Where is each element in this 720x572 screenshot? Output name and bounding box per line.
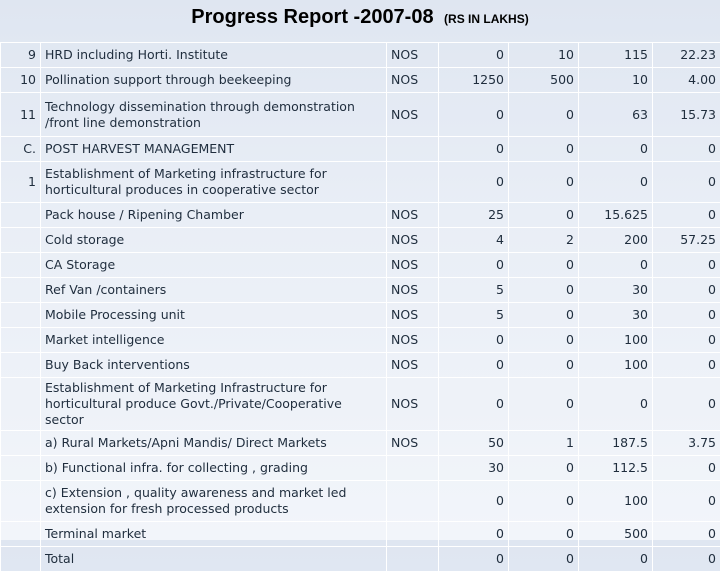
value-col2: 0 xyxy=(509,303,579,328)
value-col2: 0 xyxy=(509,353,579,378)
value-col1: 0 xyxy=(439,253,509,278)
value-col1: 0 xyxy=(439,522,509,547)
table-row xyxy=(1,203,720,228)
progress-table xyxy=(0,42,720,572)
row-number xyxy=(1,431,41,456)
table-row xyxy=(1,253,720,278)
value-col3: 0 xyxy=(579,253,653,278)
table-row xyxy=(1,93,720,137)
row-number xyxy=(1,253,41,278)
value-col4: 0 xyxy=(653,137,720,162)
value-col4: 0 xyxy=(653,203,720,228)
table-row xyxy=(1,228,720,253)
value-col2: 0 xyxy=(509,278,579,303)
value-col2: 10 xyxy=(509,43,579,68)
value-col3: 30 xyxy=(579,278,653,303)
value-col4: 0 xyxy=(653,547,720,572)
row-unit xyxy=(387,522,439,547)
row-number: 1 xyxy=(1,162,41,203)
row-unit xyxy=(387,481,439,522)
value-col1: 0 xyxy=(439,93,509,137)
value-col4: 0 xyxy=(653,481,720,522)
value-col4: 22.23 xyxy=(653,43,720,68)
table-row xyxy=(1,431,720,456)
value-col3: 115 xyxy=(579,43,653,68)
table-body xyxy=(1,43,720,572)
value-col2: 0 xyxy=(509,137,579,162)
value-col1: 30 xyxy=(439,456,509,481)
value-col1: 25 xyxy=(439,203,509,228)
row-description: b) Functional infra. for collecting , grading xyxy=(41,456,387,481)
row-number xyxy=(1,481,41,522)
value-col2: 0 xyxy=(509,522,579,547)
row-unit xyxy=(387,547,439,572)
value-col3: 0 xyxy=(579,547,653,572)
value-col1: 0 xyxy=(439,481,509,522)
row-unit: NOS xyxy=(387,253,439,278)
row-description: c) Extension , quality awareness and market led extension for fresh processed products xyxy=(41,481,387,522)
value-col4: 0 xyxy=(653,522,720,547)
row-number xyxy=(1,203,41,228)
row-description: Buy Back interventions xyxy=(41,353,387,378)
value-col4: 15.73 xyxy=(653,93,720,137)
row-description: Ref Van /containers xyxy=(41,278,387,303)
row-unit: NOS xyxy=(387,328,439,353)
row-unit xyxy=(387,137,439,162)
row-description: Total xyxy=(41,547,387,572)
table-row xyxy=(1,278,720,303)
row-unit: NOS xyxy=(387,43,439,68)
row-number: 11 xyxy=(1,93,41,137)
row-number xyxy=(1,456,41,481)
value-col3: 63 xyxy=(579,93,653,137)
value-col2: 0 xyxy=(509,547,579,572)
value-col1: 0 xyxy=(439,137,509,162)
value-col3: 100 xyxy=(579,328,653,353)
row-unit: NOS xyxy=(387,278,439,303)
row-unit xyxy=(387,162,439,203)
value-col1: 0 xyxy=(439,162,509,203)
row-unit: NOS xyxy=(387,203,439,228)
row-unit: NOS xyxy=(387,431,439,456)
row-number: C. xyxy=(1,137,41,162)
value-col3: 187.5 xyxy=(579,431,653,456)
row-description: Terminal market xyxy=(41,522,387,547)
value-col4: 4.00 xyxy=(653,68,720,93)
value-col1: 0 xyxy=(439,378,509,431)
value-col2: 0 xyxy=(509,93,579,137)
table-row xyxy=(1,137,720,162)
row-number xyxy=(1,278,41,303)
table-row xyxy=(1,456,720,481)
table-row xyxy=(1,378,720,431)
table-row xyxy=(1,43,720,68)
value-col2: 1 xyxy=(509,431,579,456)
table-row xyxy=(1,328,720,353)
value-col1: 0 xyxy=(439,353,509,378)
value-col3: 0 xyxy=(579,137,653,162)
table-row xyxy=(1,547,720,572)
table-row xyxy=(1,522,720,547)
row-description: HRD including Horti. Institute xyxy=(41,43,387,68)
row-description: Pollination support through beekeeping xyxy=(41,68,387,93)
table-row xyxy=(1,303,720,328)
value-col2: 0 xyxy=(509,162,579,203)
row-description: Cold storage xyxy=(41,228,387,253)
value-col4: 0 xyxy=(653,378,720,431)
row-unit: NOS xyxy=(387,228,439,253)
value-col3: 30 xyxy=(579,303,653,328)
table-row xyxy=(1,353,720,378)
value-col3: 10 xyxy=(579,68,653,93)
row-number: 10 xyxy=(1,68,41,93)
row-unit: NOS xyxy=(387,93,439,137)
table-row xyxy=(1,481,720,522)
table-row xyxy=(1,162,720,203)
value-col1: 50 xyxy=(439,431,509,456)
value-col4: 0 xyxy=(653,253,720,278)
value-col4: 3.75 xyxy=(653,431,720,456)
row-description: Establishment of Marketing infrastructure for horticultural produces in cooperative sector xyxy=(41,162,387,203)
report-title: Progress Report -2007-08 xyxy=(191,6,433,28)
row-description: a) Rural Markets/Apni Mandis/ Direct Markets xyxy=(41,431,387,456)
row-description: CA Storage xyxy=(41,253,387,278)
value-col1: 0 xyxy=(439,328,509,353)
value-col2: 2 xyxy=(509,228,579,253)
value-col3: 100 xyxy=(579,353,653,378)
row-number xyxy=(1,547,41,572)
row-number xyxy=(1,303,41,328)
row-description: Establishment of Marketing Infrastructure for horticultural produce Govt./Private/Cooperative sector xyxy=(41,378,387,431)
row-unit: NOS xyxy=(387,378,439,431)
row-description: Mobile Processing unit xyxy=(41,303,387,328)
value-col2: 0 xyxy=(509,253,579,278)
row-description: Technology dissemination through demonstration /front line demonstration xyxy=(41,93,387,137)
value-col1: 5 xyxy=(439,303,509,328)
row-number: 9 xyxy=(1,43,41,68)
value-col4: 0 xyxy=(653,162,720,203)
value-col2: 0 xyxy=(509,456,579,481)
page-title xyxy=(0,6,720,29)
value-col3: 0 xyxy=(579,162,653,203)
value-col2: 0 xyxy=(509,378,579,431)
value-col2: 500 xyxy=(509,68,579,93)
value-col2: 0 xyxy=(509,481,579,522)
value-col1: 0 xyxy=(439,43,509,68)
value-col3: 15.625 xyxy=(579,203,653,228)
value-col3: 200 xyxy=(579,228,653,253)
row-number xyxy=(1,378,41,431)
row-number xyxy=(1,228,41,253)
value-col3: 0 xyxy=(579,378,653,431)
value-col3: 100 xyxy=(579,481,653,522)
row-description: Pack house / Ripening Chamber xyxy=(41,203,387,228)
value-col4: 57.25 xyxy=(653,228,720,253)
row-description: POST HARVEST MANAGEMENT xyxy=(41,137,387,162)
row-number xyxy=(1,353,41,378)
value-col1: 0 xyxy=(439,547,509,572)
value-col1: 1250 xyxy=(439,68,509,93)
row-number xyxy=(1,328,41,353)
value-col1: 4 xyxy=(439,228,509,253)
value-col3: 112.5 xyxy=(579,456,653,481)
value-col1: 5 xyxy=(439,278,509,303)
value-col4: 0 xyxy=(653,303,720,328)
value-col4: 0 xyxy=(653,456,720,481)
row-unit: NOS xyxy=(387,353,439,378)
value-col2: 0 xyxy=(509,203,579,228)
value-col4: 0 xyxy=(653,278,720,303)
row-unit xyxy=(387,456,439,481)
row-description: Market intelligence xyxy=(41,328,387,353)
row-unit: NOS xyxy=(387,303,439,328)
value-col4: 0 xyxy=(653,353,720,378)
table-row xyxy=(1,68,720,93)
value-col2: 0 xyxy=(509,328,579,353)
row-number xyxy=(1,522,41,547)
row-unit: NOS xyxy=(387,68,439,93)
value-col4: 0 xyxy=(653,328,720,353)
value-col3: 500 xyxy=(579,522,653,547)
report-unit-note: (RS IN LAKHS) xyxy=(444,12,529,26)
